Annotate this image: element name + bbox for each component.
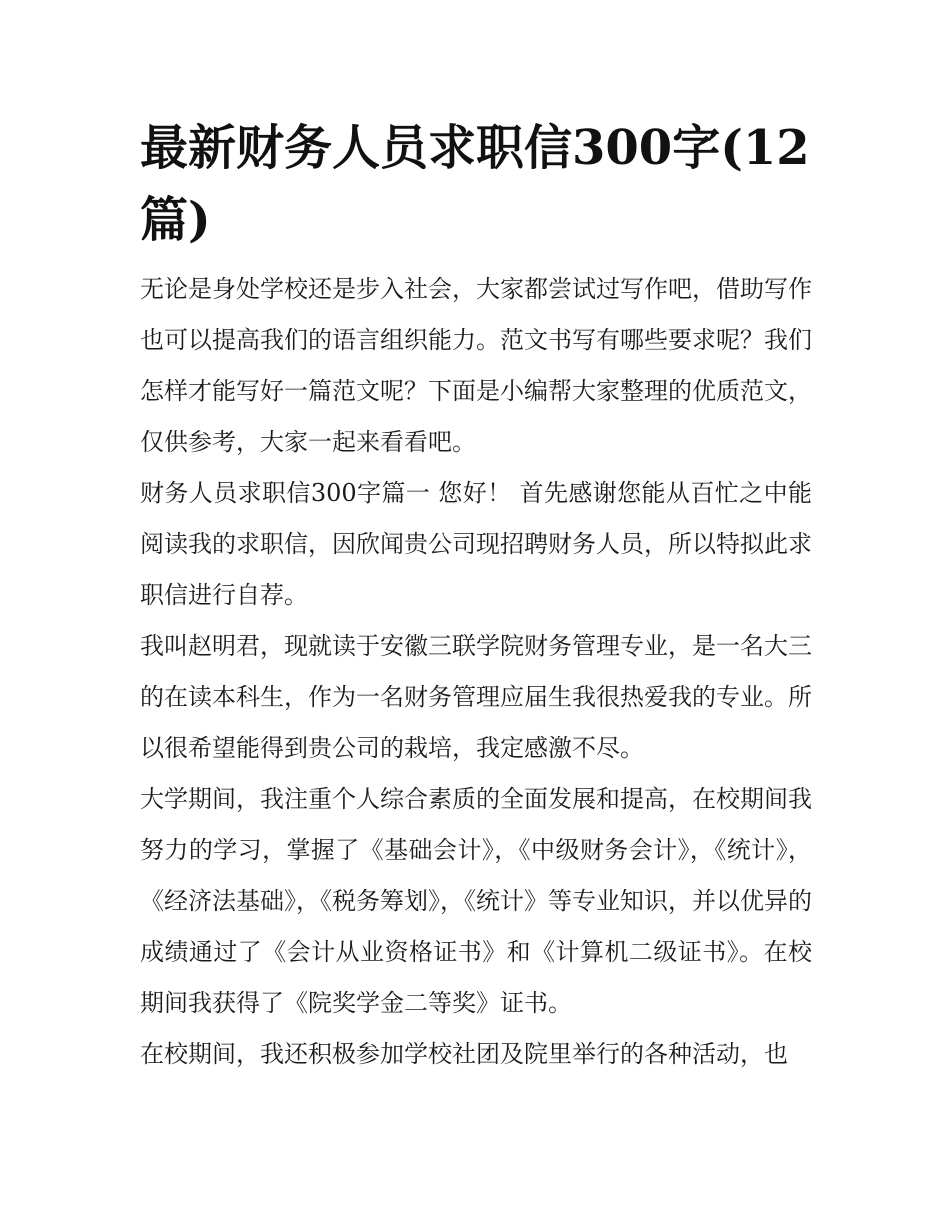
document-body [140,112,812,1080]
paragraph-activities: 在校期间，我还积极参加学校社团及院里举行的各种活动，也 [140,1040,788,1068]
paragraph-self-introduction: 我叫赵明君，现就读于安徽三联学院财务管理专业，是一名大三的在读本科生，作为一名财务管理应届生我很热爱我的专业。所以很希望能得到贵公司的栽培，我定感激不尽。 [140,632,812,762]
paragraph-university-study: 大学期间，我注重个人综合素质的全面发展和提高，在校期间我努力的学习，掌握了《基础会计》，《中级财务会计》，《统计》，《经济法基础》，《税务筹划》，《统计》等专业知识，并以优异的成绩通过了《会计从业资格证书》和《计算机二级证书》。在校期间我获得了《院奖学金二等奖》证书。 [140,785,812,1017]
paragraph-greeting: 财务人员求职信300字篇一 您好！ 首先感谢您能从百忙之中能阅读我的求职信，因欣闻贵公司现招聘财务人员，所以特拟此求职信进行自荐。 [140,479,812,609]
document-title: 最新财务人员求职信300字(12篇) [140,120,810,248]
paragraph-intro: 无论是身处学校还是步入社会，大家都尝试过写作吧，借助写作也可以提高我们的语言组织能力。范文书写有哪些要求呢？我们怎样才能写好一篇范文呢？下面是小编帮大家整理的优质范文，仅供参考，大家一起来看看吧。 [140,275,812,456]
